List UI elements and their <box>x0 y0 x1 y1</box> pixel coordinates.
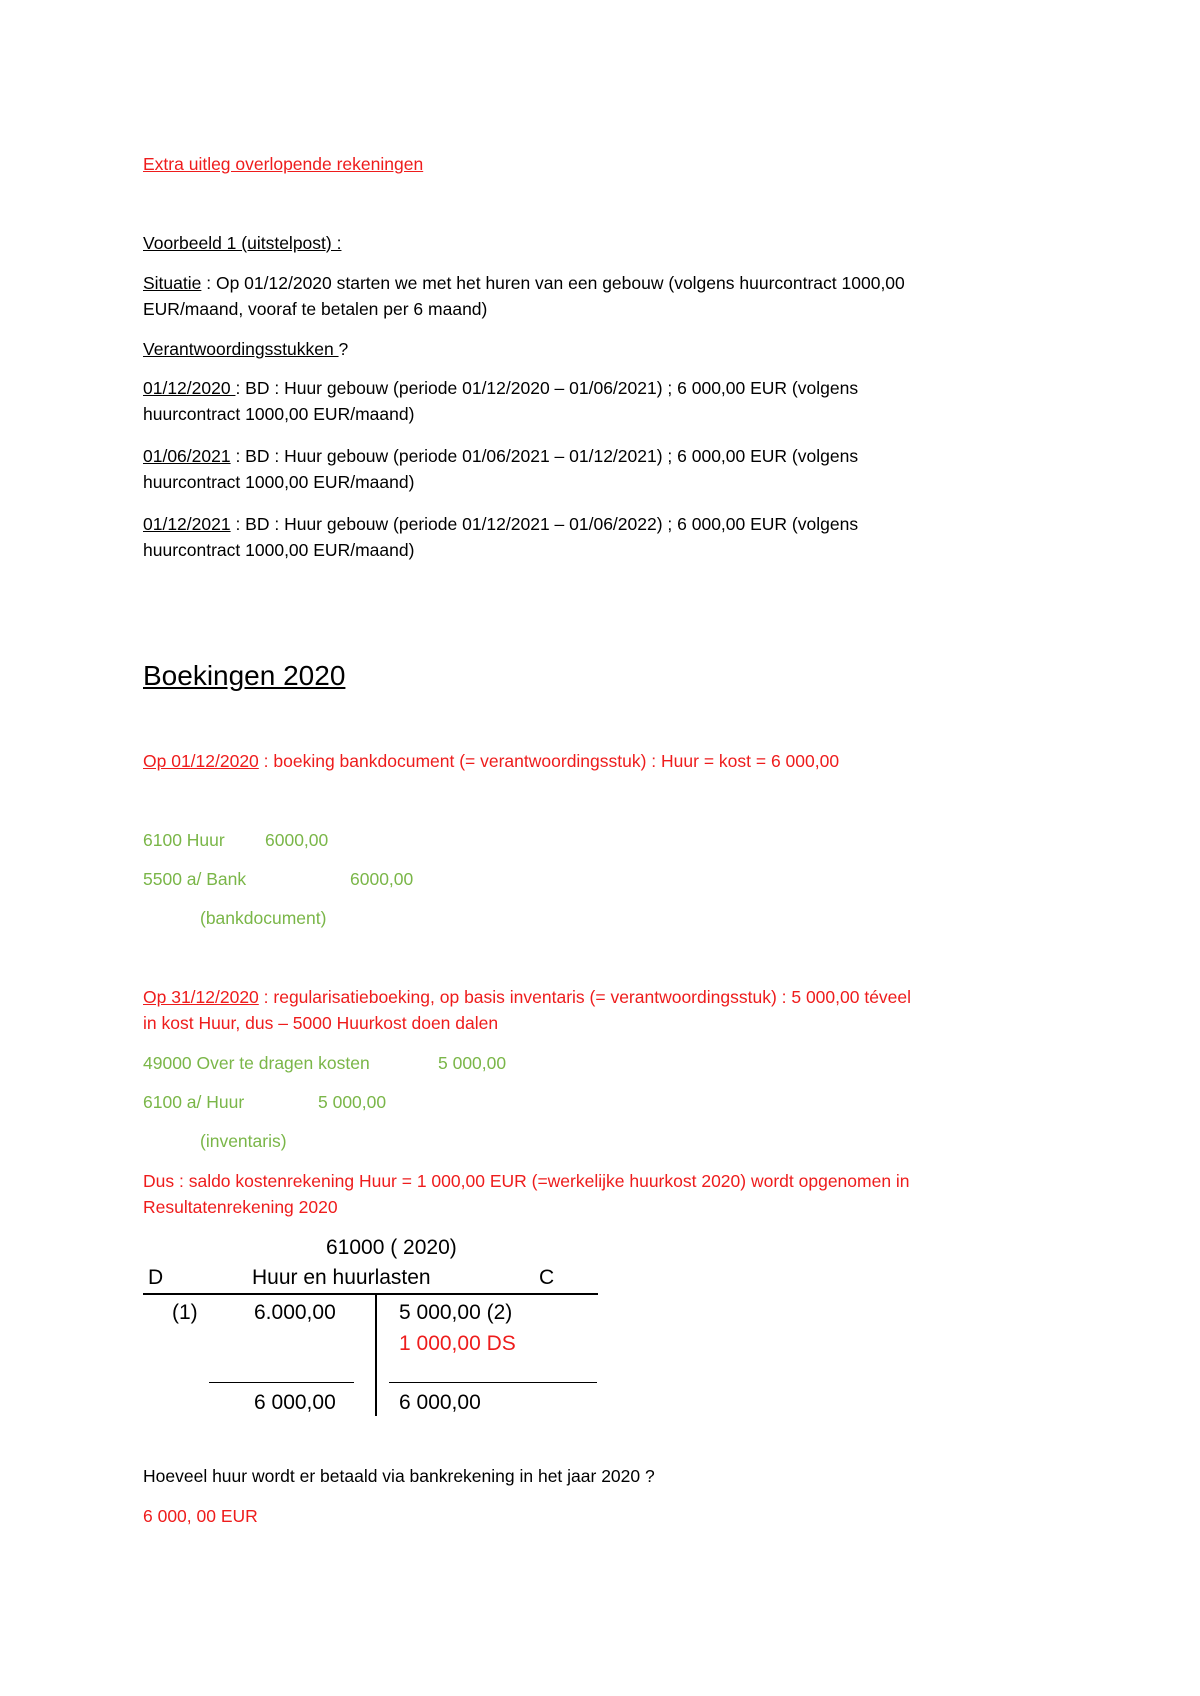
document-text: : BD : Huur gebouw (periode 01/06/2021 – 01/12/2021) ; 6 000,00 EUR (volgens <box>230 446 859 466</box>
situatie-sep: : <box>201 273 216 293</box>
t-account-credit-total: 6 000,00 <box>399 1391 481 1414</box>
t-account-vertical-rule <box>375 1294 377 1416</box>
booking2-heading <box>143 984 911 1010</box>
document-entry-2 <box>143 443 858 469</box>
document-title: Extra uitleg overlopende rekeningen <box>143 154 424 174</box>
conclusion-line-1: Dus : saldo kostenrekening Huur = 1 000,00 EUR (=werkelijke huurkost 2020) wordt opgenomen in <box>143 1171 910 1191</box>
t-account-debit-total: 6 000,00 <box>254 1391 336 1414</box>
t-account-credit-balance: 1 000,00 DS <box>399 1332 516 1355</box>
answer: 6 000, 00 EUR <box>143 1506 258 1526</box>
booking2-debit-account: 49000 Over te dragen kosten <box>143 1053 370 1073</box>
booking1-date: Op 01/12/2020 <box>143 751 259 771</box>
verantwoordingsstukken-suffix: ? <box>338 339 349 359</box>
t-account-number: 61000 ( 2020) <box>326 1236 457 1259</box>
booking2-credit-account: 6100 a/ Huur <box>143 1092 245 1112</box>
t-account-debit-label: D <box>148 1266 164 1289</box>
booking1-debit-account: 6100 Huur <box>143 830 225 850</box>
booking2-credit-amount: 5 000,00 <box>318 1092 387 1112</box>
booking1-credit-amount: 6000,00 <box>350 869 414 889</box>
document-date: 01/12/2021 <box>143 514 231 534</box>
t-account-horizontal-rule <box>143 1293 598 1295</box>
verantwoordingsstukken-heading <box>143 336 348 362</box>
verantwoordingsstukken-label: Verantwoordingsstukken <box>143 339 339 359</box>
document-entry-1-cont: huurcontract 1000,00 EUR/maand) <box>143 404 415 424</box>
booking2-source: (inventaris) <box>200 1131 287 1151</box>
document-entry-1 <box>143 375 858 401</box>
document-entry-3 <box>143 511 858 537</box>
booking2-date: Op 31/12/2020 <box>143 987 259 1007</box>
booking2-text: : regularisatieboeking, op basis inventaris (= verantwoordingsstuk) : 5 000,00 téveel <box>258 987 912 1007</box>
question: Hoeveel huur wordt er betaald via bankrekening in het jaar 2020 ? <box>143 1466 655 1486</box>
booking2-debit-amount: 5 000,00 <box>438 1053 507 1073</box>
booking2-heading-cont: in kost Huur, dus – 5000 Huurkost doen dalen <box>143 1013 499 1033</box>
booking1-heading <box>143 748 839 774</box>
document-entry-2-cont: huurcontract 1000,00 EUR/maand) <box>143 472 415 492</box>
situatie-label: Situatie <box>143 273 202 293</box>
booking1-text: : boeking bankdocument (= verantwoordingsstuk) : Huur = kost = 6 000,00 <box>258 751 840 771</box>
t-account-debit-total-rule <box>209 1382 354 1383</box>
situatie-text: Op 01/12/2020 starten we met het huren van een gebouw (volgens huurcontract 1000,00 <box>215 273 905 293</box>
t-account-credit-label: C <box>539 1266 555 1289</box>
document-text: : BD : Huur gebouw (periode 01/12/2021 – 01/06/2022) ; 6 000,00 EUR (volgens <box>230 514 859 534</box>
situatie-line-1 <box>143 270 905 296</box>
booking1-source: (bankdocument) <box>200 908 327 928</box>
conclusion-line-2: Resultatenrekening 2020 <box>143 1197 338 1217</box>
booking1-debit-amount: 6000,00 <box>265 830 329 850</box>
t-account-debit-ref: (1) <box>172 1301 198 1324</box>
t-account-credit-entry: 5 000,00 (2) <box>399 1301 513 1324</box>
example-title: Voorbeeld 1 (uitstelpost) : <box>143 233 342 253</box>
document-text: : BD : Huur gebouw (periode 01/12/2020 – 01/06/2021) ; 6 000,00 EUR (volgens <box>235 378 859 398</box>
booking1-credit-account: 5500 a/ Bank <box>143 869 247 889</box>
t-account-credit-total-rule <box>389 1382 597 1383</box>
document-entry-3-cont: huurcontract 1000,00 EUR/maand) <box>143 540 415 560</box>
document-date: 01/06/2021 <box>143 446 231 466</box>
section-heading: Boekingen 2020 <box>143 660 346 691</box>
situatie-line-2: EUR/maand, vooraf te betalen per 6 maand) <box>143 299 488 319</box>
t-account-name: Huur en huurlasten <box>252 1266 431 1289</box>
t-account-debit-amount: 6.000,00 <box>254 1301 336 1324</box>
document-date: 01/12/2020 <box>143 378 236 398</box>
